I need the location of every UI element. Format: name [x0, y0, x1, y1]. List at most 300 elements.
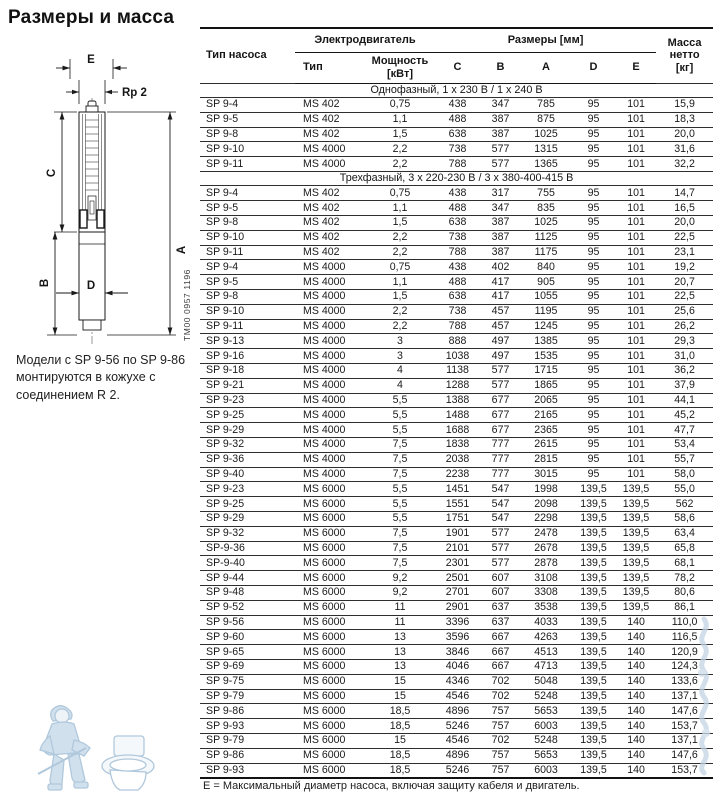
dim-a: 3538 — [534, 601, 558, 614]
net-mass: 58,6 — [674, 512, 695, 525]
motor-type: MS 6000 — [303, 482, 346, 495]
pump-type: SP 9-10 — [206, 305, 245, 318]
dim-e: 139,5 — [622, 601, 650, 614]
net-mass: 63,4 — [674, 527, 695, 540]
dim-d: 95 — [587, 275, 600, 288]
dim-c: 1138 — [446, 364, 469, 377]
pump-type: SP 9-25 — [206, 497, 245, 510]
table-row — [200, 423, 713, 438]
dim-c: 2901 — [445, 601, 470, 614]
dim-b: 547 — [491, 497, 510, 510]
dimensions-table — [200, 27, 713, 779]
net-mass: 147,6 — [671, 704, 698, 717]
dim-b: 677 — [491, 408, 510, 421]
power-kw: 5,5 — [392, 393, 408, 406]
dim-b: 417 — [491, 275, 510, 288]
dim-a: 6003 — [534, 719, 558, 732]
dim-c: 638 — [448, 216, 467, 229]
pump-type: SP 9-48 — [206, 586, 245, 599]
net-mass: 26,2 — [674, 320, 695, 332]
table-row — [200, 216, 713, 231]
table-row — [200, 98, 713, 113]
dim-e: 139,5 — [622, 497, 650, 510]
pump-type: SP 9-16 — [206, 349, 245, 362]
pump-type: SP 9-79 — [206, 734, 245, 747]
dim-e: 140 — [627, 704, 645, 717]
dim-c: 488 — [448, 113, 467, 126]
dim-b: 577 — [491, 364, 510, 377]
motor-type: MS 6000 — [303, 704, 346, 717]
dim-c: 638 — [448, 290, 467, 303]
net-mass: 153,7 — [671, 763, 698, 776]
table-row — [200, 290, 713, 305]
power-kw: 1,1 — [392, 113, 408, 126]
table-row — [200, 719, 713, 734]
table-row — [200, 408, 713, 423]
motor-type: MS 6000 — [303, 497, 346, 510]
dim-c: 3846 — [445, 645, 470, 658]
pump-type: SP 9-4 — [206, 260, 239, 273]
motor-type: MS 402 — [303, 98, 340, 111]
net-mass: 137,1 — [671, 734, 698, 747]
dim-label-rp2: Rp 2 — [122, 87, 147, 99]
dim-c: 1838 — [445, 438, 470, 451]
dim-b: 757 — [491, 749, 510, 762]
motor-type: MS 6000 — [303, 763, 346, 776]
net-mass: 31,0 — [674, 349, 695, 362]
dim-a: 5048 — [534, 675, 558, 688]
header-motor-type: Тип — [295, 52, 365, 83]
dim-e: 101 — [627, 379, 645, 392]
dim-b: 677 — [491, 423, 510, 436]
table-row — [200, 674, 713, 689]
power-kw: 5,5 — [392, 423, 408, 436]
power-kw: 0,75 — [389, 260, 411, 273]
dim-d: 139,5 — [580, 689, 607, 702]
dim-a: 5248 — [534, 734, 558, 747]
dim-a: 1055 — [534, 290, 558, 303]
dim-c: 1038 — [445, 349, 470, 362]
dim-e: 101 — [627, 453, 645, 466]
net-mass: 15,9 — [674, 98, 695, 111]
header-dim-a: A — [521, 52, 571, 83]
table-row — [200, 763, 713, 778]
power-kw: 2,2 — [392, 231, 408, 244]
net-mass: 86,1 — [674, 601, 695, 614]
motor-type: MS 4000 — [303, 157, 346, 170]
power-kw: 11 — [394, 601, 406, 614]
dim-b: 347 — [491, 98, 510, 111]
table-row — [200, 467, 713, 482]
dim-b: 497 — [491, 334, 510, 347]
table-row — [200, 201, 713, 216]
net-mass: 120,9 — [671, 645, 698, 658]
dim-d: 95 — [587, 260, 600, 273]
cable-guard-left — [80, 210, 87, 228]
table-row — [200, 230, 713, 245]
table-row — [200, 349, 713, 364]
motor-type: MS 6000 — [303, 586, 346, 599]
power-kw: 3 — [397, 334, 403, 347]
motor-type: MS 6000 — [303, 630, 346, 643]
table-row — [200, 334, 713, 349]
motor-type: MS 402 — [303, 186, 340, 199]
dim-a: 785 — [537, 98, 555, 111]
plumber-watermark — [22, 696, 182, 796]
dim-e: 101 — [627, 305, 645, 318]
dim-d: 139,5 — [580, 719, 607, 732]
dim-a: 2365 — [534, 423, 558, 436]
net-mass: 80,6 — [674, 586, 695, 599]
dim-c: 2238 — [445, 467, 470, 480]
section-title: Однофазный, 1 x 230 В / 1 x 240 В — [370, 83, 543, 96]
dim-e: 101 — [627, 127, 645, 140]
dim-a: 1315 — [534, 142, 558, 155]
dim-e: 101 — [627, 260, 645, 273]
dim-b: 577 — [491, 142, 510, 155]
dim-e: 101 — [627, 201, 645, 214]
net-mass: 47,7 — [674, 423, 695, 436]
dim-a: 835 — [537, 201, 555, 214]
motor-type: MS 4000 — [303, 379, 346, 392]
net-mass: 55,7 — [674, 453, 695, 466]
dim-e: 139,5 — [622, 541, 650, 554]
dim-e: 101 — [627, 186, 645, 199]
table-row — [200, 245, 713, 260]
power-kw: 3 — [397, 349, 403, 362]
dim-d: 95 — [587, 467, 600, 480]
dim-d: 95 — [587, 393, 600, 406]
table-row — [200, 378, 713, 393]
dim-c: 1288 — [445, 379, 470, 392]
dim-label-a: A — [176, 245, 188, 255]
net-mass: 153,7 — [671, 719, 698, 732]
net-mass: 124,3 — [671, 660, 698, 673]
pump-type: SP 9-69 — [206, 660, 245, 673]
dim-a: 6003 — [534, 763, 558, 776]
table-row — [200, 482, 713, 497]
dim-b: 757 — [491, 719, 510, 732]
table-row — [200, 704, 713, 719]
dim-b: 457 — [491, 305, 510, 318]
net-mass: 133,6 — [671, 675, 698, 688]
dim-b: 547 — [491, 512, 510, 525]
dim-e: 101 — [627, 98, 645, 111]
header-dim-e: E — [616, 52, 656, 83]
power-kw: 11 — [394, 615, 406, 628]
motor-type: MS 6000 — [303, 660, 346, 673]
motor-type: MS 4000 — [303, 453, 346, 466]
dim-c: 4546 — [445, 689, 470, 702]
dim-c: 2101 — [445, 541, 470, 554]
table-row — [200, 630, 713, 645]
table-row — [200, 586, 713, 601]
table-row — [200, 748, 713, 763]
power-kw: 7,5 — [392, 438, 408, 451]
table-row — [200, 364, 713, 379]
table-row — [200, 512, 713, 527]
dim-b: 667 — [491, 630, 510, 643]
dim-d: 139,5 — [580, 556, 607, 569]
motor-type: MS 6000 — [303, 571, 346, 584]
dim-e: 140 — [627, 763, 645, 776]
dim-d: 95 — [587, 216, 600, 229]
dim-e: 101 — [627, 364, 645, 377]
dim-d: 139,5 — [580, 571, 607, 584]
dim-b: 497 — [491, 349, 510, 362]
motor-type: MS 4000 — [303, 334, 346, 347]
dim-c: 4546 — [445, 734, 470, 747]
dim-d: 139,5 — [580, 660, 607, 673]
dim-e: 140 — [627, 630, 645, 643]
power-kw: 2,2 — [392, 142, 408, 155]
power-kw: 5,5 — [392, 408, 408, 421]
pump-type: SP 9-23 — [206, 393, 245, 406]
net-mass: 22,5 — [674, 231, 695, 244]
pump-type: SP 9-79 — [206, 689, 245, 702]
dim-c: 638 — [448, 127, 467, 140]
dim-e: 140 — [627, 719, 645, 732]
pump-type: SP 9-25 — [206, 408, 245, 421]
dim-d: 95 — [587, 142, 600, 155]
motor-type: MS 402 — [303, 246, 340, 259]
dim-e: 139,5 — [622, 586, 650, 599]
section-title: Трехфазный, 3 x 220-230 В / 3 x 380-400-415 В — [339, 172, 574, 185]
dim-b: 577 — [491, 541, 510, 554]
dim-c: 5246 — [445, 719, 470, 732]
dim-a: 2065 — [534, 393, 558, 406]
net-mass: 58,0 — [674, 467, 695, 480]
power-kw: 1,1 — [392, 201, 408, 214]
dim-a: 2878 — [534, 556, 558, 569]
dim-e: 140 — [627, 734, 645, 747]
dim-e: 139,5 — [622, 527, 650, 540]
dim-d: 95 — [587, 364, 600, 377]
power-kw: 5,5 — [392, 497, 408, 510]
dim-b: 702 — [491, 689, 510, 702]
dim-c: 888 — [448, 334, 467, 347]
dim-d: 95 — [587, 201, 600, 214]
net-mass: 562 — [675, 497, 694, 510]
power-kw: 5,5 — [392, 512, 408, 525]
dim-d: 95 — [587, 423, 600, 436]
power-kw: 0,75 — [389, 98, 411, 111]
dim-e: 140 — [627, 645, 645, 658]
power-kw: 1,5 — [392, 127, 408, 140]
pump-type: SP 9-29 — [206, 423, 245, 436]
dim-b: 577 — [491, 556, 510, 569]
power-kw: 0,75 — [389, 186, 411, 199]
dim-b: 387 — [491, 231, 510, 244]
table-row — [200, 733, 713, 748]
motor-type: MS 4000 — [303, 349, 346, 362]
dim-a: 2098 — [534, 497, 558, 510]
dim-a: 2478 — [534, 527, 558, 540]
dim-d: 139,5 — [580, 645, 607, 658]
dim-d: 95 — [587, 320, 600, 332]
dim-b: 677 — [491, 393, 510, 406]
dim-c: 438 — [448, 260, 467, 273]
power-kw: 7,5 — [392, 541, 408, 554]
pump-type: SP 9-11 — [206, 157, 244, 170]
pump-type: SP 9-65 — [206, 645, 245, 658]
table-section-row — [200, 83, 713, 98]
dim-d: 95 — [587, 157, 600, 170]
dim-e: 101 — [627, 320, 645, 332]
dim-d: 95 — [587, 231, 600, 244]
pump-type: SP 9-52 — [206, 601, 245, 614]
header-dim-d: D — [571, 52, 616, 83]
dim-b: 417 — [491, 290, 510, 303]
dim-a: 3015 — [534, 467, 558, 480]
dim-b: 577 — [491, 379, 510, 392]
dim-c: 738 — [448, 231, 467, 244]
dim-c: 3396 — [445, 615, 470, 628]
dim-a: 1125 — [534, 231, 558, 244]
dim-a: 1535 — [534, 349, 558, 362]
net-mass: 18,3 — [674, 113, 695, 126]
net-mass: 65,8 — [674, 541, 695, 554]
motor-type: MS 4000 — [303, 423, 346, 436]
dim-b: 387 — [491, 127, 510, 140]
pump-type: SP 9-32 — [206, 438, 245, 451]
edge-watermark — [690, 615, 718, 795]
dim-a: 2165 — [534, 408, 558, 421]
casing-note — [16, 352, 201, 404]
power-kw: 13 — [394, 645, 406, 658]
motor-type: MS 6000 — [303, 527, 346, 540]
dim-a: 5248 — [534, 689, 558, 702]
motor-type: MS 4000 — [303, 275, 346, 288]
dim-d: 139,5 — [580, 497, 607, 510]
dim-d: 95 — [587, 186, 600, 199]
motor-type: MS 6000 — [303, 601, 346, 614]
dim-b: 347 — [491, 201, 510, 214]
dim-c: 2701 — [445, 586, 470, 599]
pump-type: SP 9-40 — [206, 467, 245, 480]
dim-a: 875 — [537, 113, 555, 126]
dim-d: 95 — [587, 113, 600, 126]
motor-type: MS 402 — [303, 231, 340, 244]
page-title: Размеры и масса — [8, 7, 175, 28]
table-row — [200, 275, 713, 290]
dim-a: 1385 — [534, 334, 558, 347]
dim-c: 4896 — [445, 704, 470, 717]
table-row — [200, 186, 713, 201]
header-motor-group: Электродвигатель — [295, 28, 435, 52]
dim-e: 101 — [627, 246, 645, 259]
casing-note-line: соединением R 2. — [16, 387, 120, 402]
dim-e: 101 — [627, 467, 645, 480]
dim-e: 101 — [627, 349, 645, 362]
dim-c: 788 — [448, 246, 467, 259]
net-mass: 32,2 — [674, 157, 695, 170]
dim-e: 139,5 — [622, 556, 650, 569]
pump-type: SP 9-56 — [206, 615, 245, 628]
dim-c: 1751 — [445, 512, 470, 525]
power-kw: 4 — [397, 379, 403, 392]
motor-type: MS 6000 — [303, 689, 346, 702]
dim-b: 757 — [491, 763, 510, 776]
dim-d: 95 — [587, 334, 600, 347]
motor-type: MS 402 — [303, 113, 340, 126]
pump-type: SP 9-32 — [206, 527, 245, 540]
pump-type: SP 9-10 — [206, 142, 245, 155]
pump-type: SP 9-18 — [206, 364, 245, 377]
pump-type: SP-9-40 — [206, 556, 245, 569]
table-row — [200, 112, 713, 127]
dim-d: 95 — [587, 98, 600, 111]
dim-c: 1901 — [445, 527, 470, 540]
dim-c: 1488 — [445, 408, 470, 421]
power-kw: 4 — [397, 364, 403, 377]
motor-type: MS 6000 — [303, 541, 346, 554]
dim-b: 577 — [491, 527, 510, 540]
net-mass: 78,2 — [674, 571, 695, 584]
net-mass: 116,5 — [671, 630, 698, 643]
dim-c: 488 — [448, 201, 467, 214]
dim-e: 139,5 — [622, 571, 650, 584]
table-row — [200, 600, 713, 615]
dim-d: 95 — [587, 408, 600, 421]
net-mass: 68,1 — [674, 556, 695, 569]
pump-type: SP 9-11 — [206, 246, 244, 259]
table-row — [200, 452, 713, 467]
dim-e: 101 — [627, 275, 645, 288]
net-mass: 20,7 — [674, 275, 695, 288]
net-mass: 23,1 — [674, 246, 695, 259]
dim-a: 1245 — [534, 320, 558, 332]
power-kw: 7,5 — [392, 527, 408, 540]
power-kw: 15 — [394, 734, 406, 747]
net-mass: 22,5 — [674, 290, 695, 303]
power-kw: 1,5 — [392, 216, 408, 229]
pump-type: SP 9-4 — [206, 98, 239, 111]
motor-type: MS 6000 — [303, 749, 346, 762]
pump-type: SP 9-5 — [206, 201, 239, 214]
dim-d: 139,5 — [580, 527, 607, 540]
table-row — [200, 260, 713, 275]
table-row — [200, 645, 713, 660]
net-mass: 36,2 — [674, 364, 695, 377]
footnote-e-definition: E = Максимальный диаметр насоса, включая защиту кабеля и двигатель. — [203, 780, 580, 792]
net-mass: 14,7 — [674, 186, 695, 199]
dim-a: 4713 — [534, 660, 558, 673]
power-kw: 2,2 — [392, 246, 408, 259]
dim-e: 101 — [627, 231, 645, 244]
dim-a: 1865 — [534, 379, 558, 392]
dim-a: 1175 — [534, 246, 558, 259]
dim-d: 139,5 — [580, 482, 607, 495]
power-kw: 7,5 — [392, 453, 408, 466]
dim-d: 95 — [587, 349, 600, 362]
table-row — [200, 497, 713, 512]
dim-a: 2678 — [534, 541, 558, 554]
dim-c: 4346 — [445, 675, 470, 688]
dim-d: 139,5 — [580, 749, 607, 762]
table-row — [200, 304, 713, 319]
table-row — [200, 393, 713, 408]
net-mass: 44,1 — [674, 393, 695, 406]
dim-d: 139,5 — [580, 512, 607, 525]
header-power: Мощность [кВт] — [365, 52, 435, 83]
table-row — [200, 615, 713, 630]
pump-type: SP 9-36 — [206, 453, 245, 466]
power-kw: 13 — [394, 630, 406, 643]
motor-type: MS 6000 — [303, 675, 346, 688]
power-kw: 9,2 — [392, 586, 408, 599]
pump-type: SP 9-29 — [206, 512, 245, 525]
